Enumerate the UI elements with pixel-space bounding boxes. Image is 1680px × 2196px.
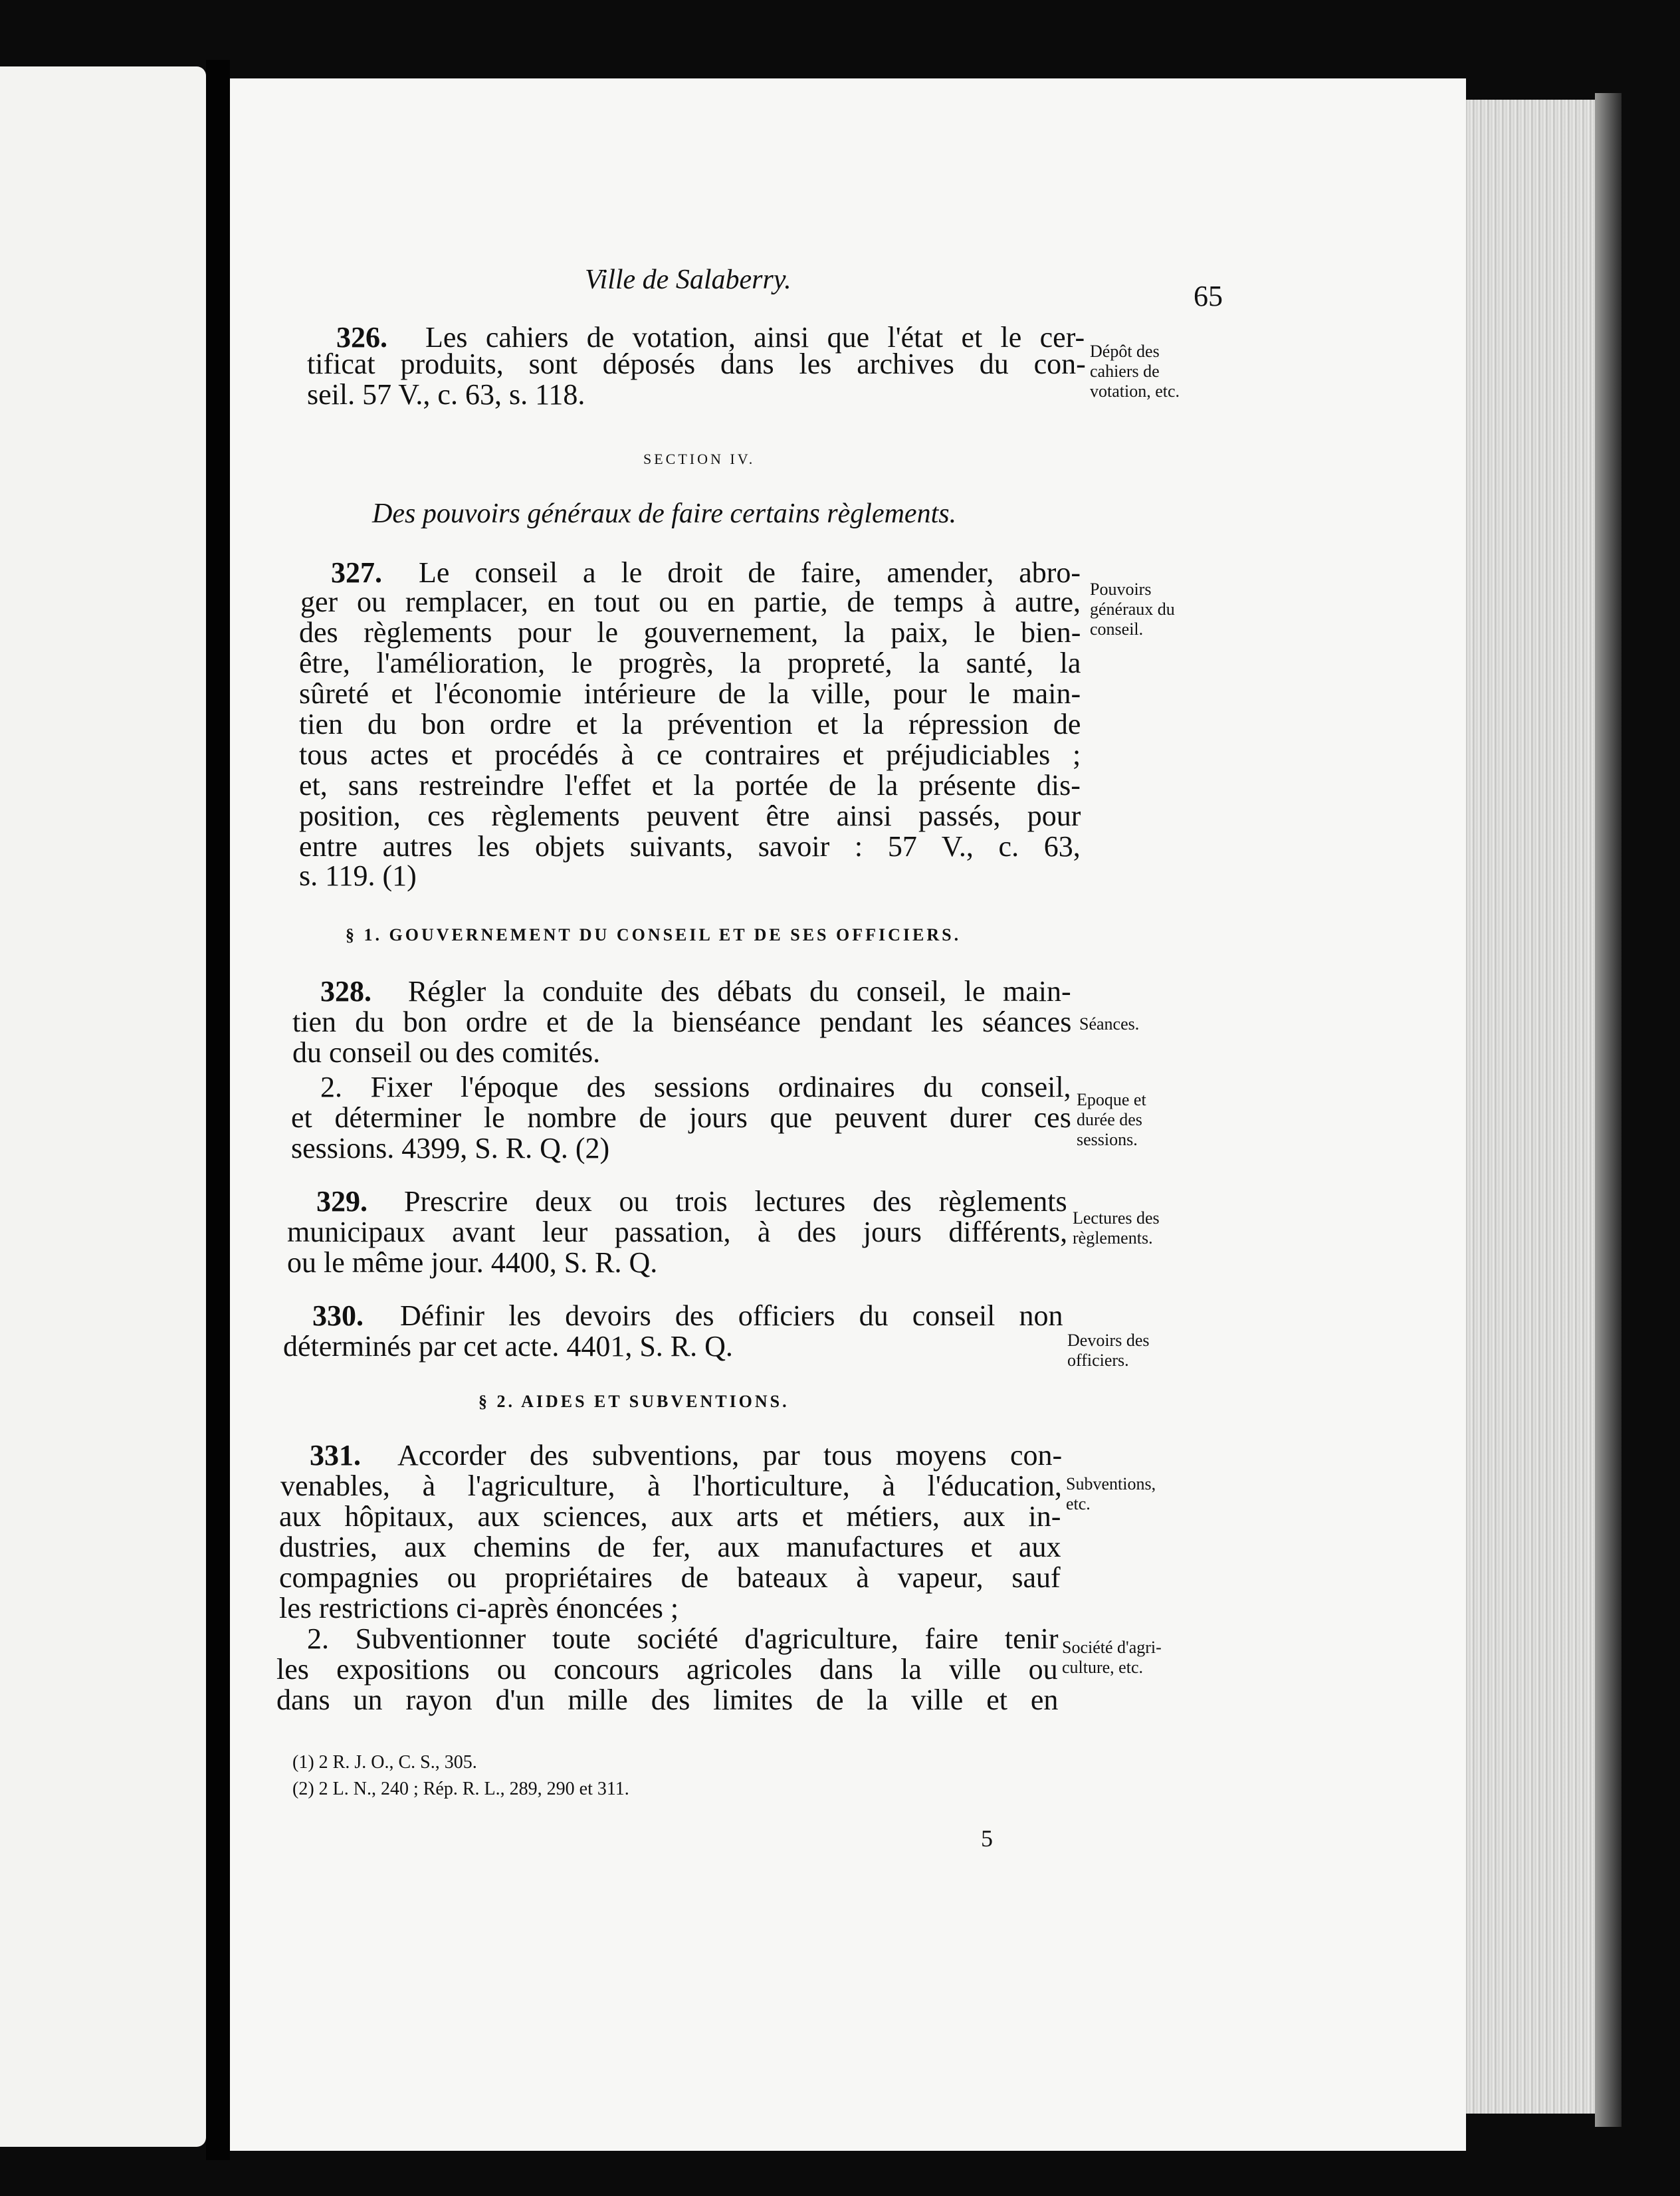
margin-note-327-line-3: conseil. <box>1090 619 1144 639</box>
article-331-para2-line-3: dans un rayon d'un mille des limites de la ville et en <box>276 1684 1059 1716</box>
margin-note-328-para2 <box>1077 1090 1146 1150</box>
section-label: SECTION IV. <box>643 451 756 467</box>
margin-note-331 <box>1066 1474 1156 1514</box>
article-330-line-2: déterminés par cet acte. 4401, S. R. Q. <box>283 1330 733 1363</box>
margin-note-326-line-3: votation, etc. <box>1090 382 1180 401</box>
article-number-330: 330. <box>312 1299 364 1332</box>
article-327-line-4: être, l'amélioration, le progrès, la propreté, la santé, la <box>299 647 1081 679</box>
margin-note-328-para2-line-3: sessions. <box>1077 1130 1138 1149</box>
margin-note-328-para2-line-2: durée des <box>1077 1110 1142 1129</box>
article-328-line-2: tien du bon ordre et de la bienséance pendant les séances <box>292 1006 1072 1038</box>
signature-mark: 5 <box>981 1825 993 1852</box>
article-326-line-1: Les cahiers de votation, ainsi que l'état et le cer- <box>425 321 1085 354</box>
subsection-2-heading: § 2. AIDES ET SUBVENTIONS. <box>478 1392 789 1411</box>
article-331-line-5: compagnies ou propriétaires de bateaux à vapeur, sauf <box>279 1561 1061 1594</box>
article-331-line-2: venables, à l'agriculture, à l'horticulture, à l'éducation, <box>280 1470 1062 1502</box>
footnote-1: (1) 2 R. J. O., C. S., 305. <box>292 1752 477 1773</box>
article-329-line-2: municipaux avant leur passation, à des jours différents, <box>287 1216 1068 1248</box>
page-number: 65 <box>1194 280 1223 312</box>
running-title: Ville de Salaberry. <box>585 265 791 295</box>
article-number-327: 327. <box>331 556 382 589</box>
article-328-para2-line-2: et déterminer le nombre de jours que peuvent durer ces <box>291 1101 1071 1134</box>
article-328-para2-line-1: 2. Fixer l'époque des sessions ordinaires du conseil, <box>320 1071 1071 1103</box>
article-327-line-8: et, sans restreindre l'effet et la portée de la présente dis- <box>299 769 1081 802</box>
article-number-331: 331. <box>310 1439 361 1472</box>
margin-note-329-line-2: règlements. <box>1073 1228 1153 1248</box>
article-331-para2-line-2: les expositions ou concours agricoles dans la ville ou <box>276 1653 1058 1686</box>
section-title: Des pouvoirs généraux de faire certains règlements. <box>372 498 957 529</box>
article-number-328: 328. <box>320 975 371 1008</box>
footnote-2: (2) 2 L. N., 240 ; Rép. R. L., 289, 290 et 311. <box>292 1779 629 1799</box>
margin-note-329-line-1: Lectures des <box>1073 1208 1160 1228</box>
margin-note-331-line-2: etc. <box>1066 1494 1091 1513</box>
article-327-line-7: tous actes et procédés à ce contraires et préjudiciables ; <box>299 738 1081 771</box>
article-327-line-9: position, ces règlements peuvent être ainsi passés, pour <box>299 800 1081 832</box>
article-327-line-10: entre autres les objets suivants, savoir : 57 V., c. 63, <box>299 830 1081 863</box>
margin-note-329 <box>1073 1208 1160 1248</box>
article-331-line-4: dustries, aux chemins de fer, aux manufactures et aux <box>279 1531 1061 1563</box>
article-328-line-3: du conseil ou des comités. <box>292 1036 601 1069</box>
margin-note-326-line-1: Dépôt des <box>1090 342 1160 361</box>
margin-note-330-line-1: Devoirs des <box>1067 1331 1150 1350</box>
article-328-para2-line-3: sessions. 4399, S. R. Q. (2) <box>291 1132 610 1164</box>
article-331-line-1: Accorder des subventions, par tous moyens con- <box>397 1439 1063 1472</box>
article-331-para2-line-1: 2. Subventionner toute société d'agriculture, faire tenir <box>307 1622 1059 1655</box>
margin-note-326-line-2: cahiers de <box>1090 362 1160 381</box>
margin-note-328-para2-line-1: Epoque et <box>1077 1090 1146 1109</box>
margin-note-331-line-1: Subventions, <box>1066 1474 1156 1493</box>
article-327-line-5: sûreté et l'économie intérieure de la ville, pour le main- <box>299 677 1081 710</box>
article-327-line-3: des règlements pour le gouvernement, la paix, le bien- <box>299 616 1081 649</box>
article-329-line-3: ou le même jour. 4400, S. R. Q. <box>287 1246 658 1279</box>
article-326-line-2: tificat produits, sont déposés dans les archives du con- <box>307 348 1086 380</box>
margin-note-327-line-1: Pouvoirs <box>1090 580 1152 599</box>
article-330-line-1: Définir les devoirs des officiers du conseil non <box>400 1299 1063 1332</box>
margin-note-328-line-1: Séances. <box>1079 1014 1140 1034</box>
article-331-line-3: aux hôpitaux, aux sciences, aux arts et métiers, aux in- <box>279 1500 1061 1533</box>
margin-note-327 <box>1090 580 1175 639</box>
article-327-line-11: s. 119. (1) <box>299 859 417 892</box>
margin-note-327-line-2: généraux du <box>1090 600 1175 619</box>
article-327-line-6: tien du bon ordre et la prévention et la répression de <box>299 708 1081 740</box>
article-327-line-1: Le conseil a le droit de faire, amender, abro- <box>419 556 1081 589</box>
article-329-line-1: Prescrire deux ou trois lectures des règlements <box>404 1185 1067 1218</box>
margin-note-331-para2 <box>1062 1638 1162 1678</box>
margin-note-330-line-2: officiers. <box>1067 1351 1129 1370</box>
article-number-326: 326. <box>336 321 387 354</box>
margin-note-331-para2-line-2: culture, etc. <box>1062 1658 1143 1677</box>
margin-note-326 <box>1090 342 1180 401</box>
subsection-1-heading: § 1. GOUVERNEMENT DU CONSEIL ET DE SES OFFICIERS. <box>346 925 962 944</box>
article-327-line-2: ger ou remplacer, en tout ou en partie, de temps à autre, <box>300 586 1081 618</box>
article-328-line-1: Régler la conduite des débats du conseil, le main- <box>408 975 1071 1008</box>
margin-note-330 <box>1067 1331 1149 1371</box>
margin-note-328 <box>1079 1014 1139 1034</box>
article-331-line-6: les restrictions ci-après énoncées ; <box>279 1592 679 1624</box>
article-number-329: 329. <box>316 1185 368 1218</box>
margin-note-331-para2-line-1: Société d'agri- <box>1062 1638 1162 1657</box>
article-326-line-3: seil. 57 V., c. 63, s. 118. <box>307 378 585 411</box>
